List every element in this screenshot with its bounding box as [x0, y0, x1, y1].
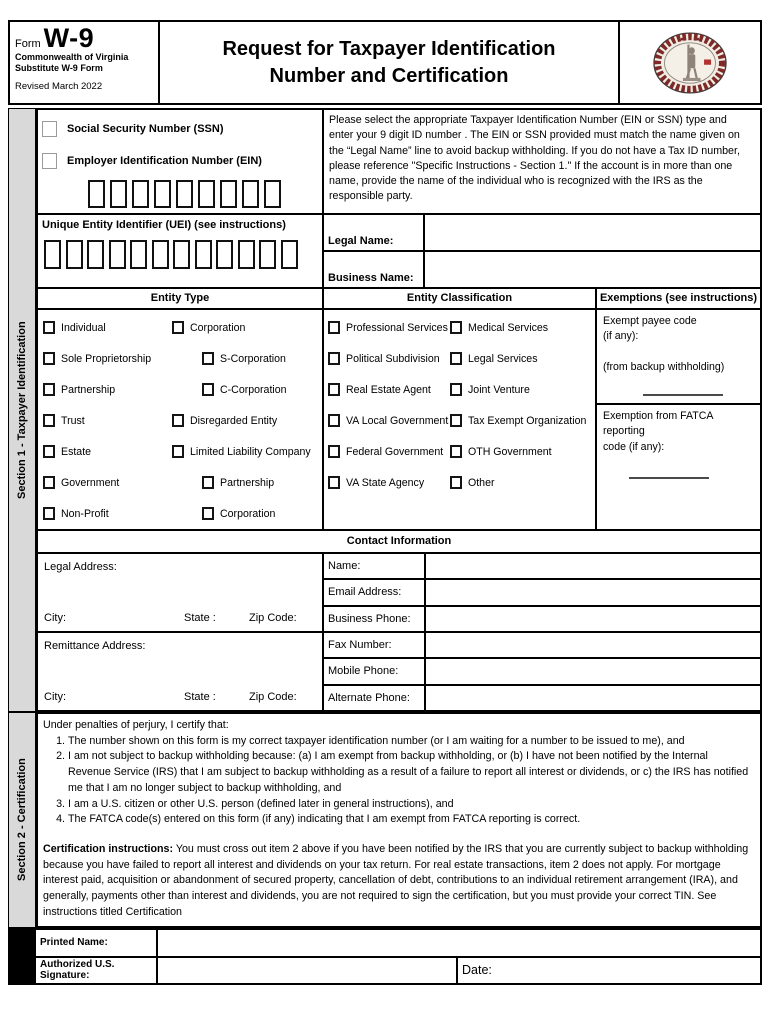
legal-name-row — [324, 215, 760, 252]
form-number: W-9 — [43, 23, 95, 53]
digit-box[interactable] — [264, 180, 281, 208]
checkbox-icon[interactable] — [328, 352, 340, 365]
org-line-2: Substitute W-9 Form — [15, 62, 103, 73]
checkbox-label: Legal Services — [468, 352, 538, 365]
section2-sidebar-label: Section 2 - Certification — [16, 758, 28, 882]
checkbox-icon[interactable] — [450, 352, 462, 365]
entity-type-right-list — [172, 312, 322, 529]
ein-checkbox[interactable] — [42, 153, 57, 169]
printed-name-row — [36, 930, 760, 958]
checkbox-icon[interactable] — [43, 445, 55, 458]
contact-row-value-field[interactable] — [426, 554, 760, 578]
digit-box[interactable] — [87, 240, 104, 269]
checkbox-icon[interactable] — [328, 383, 340, 396]
certification-instructions-text: You must cross out item 2 above if you have been notified by the IRS that you are currently subject to backup withholding because you have failed to report all interest and dividends on your tax return. For real estate transactions, item 2 does not apply. For mortgage interest paid, acquisition or abandonment of secured property, cancellation of debt, contributions to an individual retirement arrangement (IRA), and generally, payments other than interest and dividends, you are not required to sign the certification, but you must provide your correct TIN. See instructions titled Certification — [43, 843, 749, 918]
entity-classification-column — [324, 289, 597, 529]
contact-row-value-field[interactable] — [426, 659, 760, 683]
checkbox-option[interactable] — [328, 467, 450, 498]
signature-label: Authorized U.S. Signature: — [36, 958, 158, 984]
contact-row — [324, 633, 760, 659]
business-name-label: Business Name: — [324, 252, 425, 287]
digit-box[interactable] — [132, 180, 149, 208]
digit-box[interactable] — [173, 240, 190, 269]
exempt-payee-line-2: (if any): — [603, 330, 639, 343]
checkbox-icon[interactable] — [43, 414, 55, 427]
state-label: State : — [184, 612, 216, 624]
checkbox-label: OTH Government — [468, 445, 552, 458]
section2-sidebar — [8, 712, 36, 928]
checkbox-label: Disregarded Entity — [190, 414, 278, 427]
signature-block — [8, 928, 762, 985]
ssn-checkbox[interactable] — [42, 121, 57, 137]
checkbox-icon[interactable] — [202, 507, 214, 520]
checkbox-label: Non-Profit — [61, 507, 109, 520]
checkbox-option[interactable] — [450, 467, 595, 498]
checkbox-icon[interactable] — [43, 352, 55, 365]
entity-classification-header: Entity Classification — [324, 289, 595, 310]
checkbox-label: Sole Proprietorship — [61, 352, 152, 365]
section1-sidebar — [8, 108, 36, 712]
checkbox-option[interactable] — [172, 374, 322, 405]
fatca-block — [597, 405, 760, 529]
printed-name-label: Printed Name: — [36, 930, 158, 956]
checkbox-option[interactable] — [172, 436, 322, 467]
checkbox-option[interactable] — [328, 405, 450, 436]
certification-item: 1. The number shown on this form is my correct taxpayer identification number (or I am waiting for a number to be issued to me), and — [68, 734, 752, 750]
checkbox-label: Partnership — [61, 383, 116, 396]
checkbox-icon[interactable] — [450, 476, 462, 489]
business-name-field[interactable] — [425, 252, 760, 287]
uei-cell — [38, 215, 324, 287]
form-title — [160, 22, 620, 103]
checkbox-icon[interactable] — [328, 445, 340, 458]
contact-row-label: Mobile Phone: — [324, 659, 426, 683]
digit-box[interactable] — [152, 240, 169, 269]
checkbox-label: Other — [468, 476, 495, 489]
state-label: State : — [184, 691, 216, 703]
checkbox-option[interactable] — [172, 343, 322, 374]
checkbox-label: Limited Liability Company — [190, 445, 311, 458]
checkbox-label: Real Estate Agent — [346, 383, 431, 396]
checkbox-icon[interactable] — [172, 414, 184, 427]
checkbox-icon[interactable] — [172, 445, 184, 458]
checkbox-icon[interactable] — [43, 383, 55, 396]
ssn-label: Social Security Number (SSN) — [67, 122, 224, 135]
entity-classification-left-list — [324, 312, 450, 529]
checkbox-icon[interactable] — [43, 476, 55, 489]
exempt-payee-code-field[interactable] — [643, 394, 723, 396]
city-label: City: — [44, 691, 66, 703]
contact-fields-column — [324, 554, 760, 710]
checkbox-label: S-Corporation — [220, 352, 286, 365]
form-word: Form — [15, 38, 41, 50]
certification-intro: Under penalties of perjury, I certify that: — [43, 719, 229, 731]
contact-row-value-field[interactable] — [426, 607, 760, 631]
contact-row-label: Alternate Phone: — [324, 686, 426, 710]
exemptions-column — [597, 289, 760, 529]
certification-item: 2. I am not subject to backup withholding because: (a) I am exempt from backup withholding, or (b) I have not been notified by the Internal Revenue Service (IRS) that I am subject to backup withholding as a result of a failure to report all interest or dividends, or c) the IRS has notified me that I am no longer subject to backup withholding, and — [68, 749, 752, 796]
digit-box[interactable] — [88, 180, 105, 208]
virginia-seal-icon — [646, 27, 734, 99]
checkbox-label: Tax Exempt Organization — [468, 414, 587, 427]
entity-classification-right-list — [450, 312, 595, 529]
legal-name-label: Legal Name: — [324, 215, 425, 250]
checkbox-label: Joint Venture — [468, 383, 530, 396]
remittance-address-label: Remittance Address: — [44, 640, 146, 652]
checkbox-icon[interactable] — [172, 321, 184, 334]
contact-row — [324, 554, 760, 580]
digit-box[interactable] — [66, 240, 83, 269]
checkbox-option[interactable] — [450, 436, 595, 467]
digit-box[interactable] — [109, 240, 126, 269]
digit-box[interactable] — [198, 180, 215, 208]
checkbox-label: Corporation — [190, 321, 246, 334]
entity-type-left-list — [38, 312, 172, 529]
business-name-row — [324, 252, 760, 287]
form-title-line-1: Request for Taxpayer Identification — [222, 37, 556, 60]
contact-row — [324, 659, 760, 685]
checkbox-option[interactable] — [450, 405, 595, 436]
contact-row — [324, 686, 760, 710]
contact-row-value-field[interactable] — [426, 580, 760, 604]
checkbox-option[interactable] — [43, 374, 172, 405]
signature-side-bar — [10, 930, 36, 983]
digit-box[interactable] — [242, 180, 259, 208]
checkbox-label: VA State Agency — [346, 476, 425, 489]
contact-row — [324, 580, 760, 606]
checkbox-option[interactable] — [43, 436, 172, 467]
zip-label: Zip Code: — [249, 691, 297, 703]
certification-item: 3. I am a U.S. citizen or other U.S. person (defined later in general instructions), and — [68, 797, 752, 813]
remittance-address-cell[interactable] — [38, 633, 322, 710]
certification-instructions-label: Certification instructions: — [43, 843, 174, 856]
checkbox-option[interactable] — [328, 343, 450, 374]
digit-box[interactable] — [110, 180, 127, 208]
contact-row-value-field[interactable] — [426, 686, 760, 710]
uei-label: Unique Entity Identifier (UEI) (see instructions) — [42, 219, 286, 231]
remittance-address-city-line — [38, 691, 322, 705]
contact-information-section — [38, 531, 760, 710]
legal-name-field[interactable] — [425, 215, 760, 250]
certification-item: 4. The FATCA code(s) entered on this form (if any) indicating that I am exempt from FATCA reporting is correct. — [68, 812, 752, 828]
names-cell — [324, 215, 760, 287]
checkbox-icon[interactable] — [328, 321, 340, 334]
digit-box[interactable] — [154, 180, 171, 208]
checkbox-label: C-Corporation — [220, 383, 287, 396]
checkbox-option[interactable] — [43, 405, 172, 436]
checkbox-label: Trust — [61, 414, 85, 427]
checkbox-icon[interactable] — [43, 507, 55, 520]
exempt-payee-line-1: Exempt payee code — [603, 315, 697, 327]
entity-type-column — [38, 289, 324, 529]
checkbox-option[interactable] — [43, 343, 172, 374]
checkbox-icon[interactable] — [450, 414, 462, 427]
checkbox-option[interactable] — [450, 374, 595, 405]
entity-row — [38, 289, 760, 531]
checkbox-icon[interactable] — [450, 445, 462, 458]
contact-row-label: Email Address: — [324, 580, 426, 604]
tin-row — [38, 110, 760, 215]
form-title-line-2: Number and Certification — [269, 64, 509, 87]
checkbox-option[interactable] — [172, 467, 322, 498]
exempt-payee-line-3: (from backup withholding) — [603, 360, 725, 373]
checkbox-label: Estate — [61, 445, 92, 458]
tin-selection-cell — [38, 110, 324, 213]
contact-row-label: Name: — [324, 554, 426, 578]
date-cell[interactable] — [458, 958, 760, 984]
checkbox-option[interactable] — [450, 312, 595, 343]
checkbox-option[interactable] — [43, 467, 172, 498]
checkbox-label: Corporation — [220, 507, 276, 520]
checkbox-icon[interactable] — [43, 321, 55, 334]
section1-sidebar-label: Section 1 - Taxpayer Identification — [16, 321, 28, 499]
contact-row-label: Fax Number: — [324, 633, 426, 657]
entity-type-header: Entity Type — [38, 289, 322, 310]
checkbox-label: Professional Services — [346, 321, 448, 334]
digit-box[interactable] — [130, 240, 147, 269]
certification-instructions — [43, 842, 752, 921]
checkbox-label: Political Subdivision — [346, 352, 440, 365]
uei-digit-boxes — [44, 240, 318, 269]
checkbox-label: Federal Government — [346, 445, 444, 458]
digit-box[interactable] — [176, 180, 193, 208]
checkbox-icon[interactable] — [328, 414, 340, 427]
tin-digit-boxes — [88, 180, 322, 208]
contact-row — [324, 607, 760, 633]
checkbox-option[interactable] — [328, 436, 450, 467]
tin-instructions: Please select the appropriate Taxpayer Identification Number (EIN or SSN) type and enter your 9 digit ID number . The EIN or SSN provided must match the name given on the “Legal Name” line to avoid backup withholding. If you do not have a Tax ID number, please reference "Specific Instructions - Section 1." If the account is in more than one name, provide the name of the individual who is recognized with the IRS as the responsible party. — [329, 114, 740, 203]
form-header — [8, 20, 762, 105]
checkbox-icon[interactable] — [202, 383, 214, 396]
seal-box — [620, 22, 760, 103]
date-label: Date: — [462, 963, 492, 978]
checkbox-icon[interactable] — [202, 352, 214, 365]
revision-date: Revised March 2022 — [15, 81, 103, 93]
ein-label: Employer Identification Number (EIN) — [67, 154, 262, 167]
digit-box[interactable] — [238, 240, 255, 269]
digit-box[interactable] — [216, 240, 233, 269]
section2-body — [36, 712, 762, 928]
legal-address-label: Legal Address: — [44, 561, 117, 573]
signature-field[interactable] — [158, 958, 458, 984]
exempt-payee-block — [597, 310, 760, 405]
checkbox-icon[interactable] — [450, 383, 462, 396]
digit-box[interactable] — [220, 180, 237, 208]
checkbox-option[interactable] — [172, 405, 322, 436]
zip-label: Zip Code: — [249, 612, 297, 624]
uei-name-row — [38, 215, 760, 289]
exemptions-header: Exemptions (see instructions) — [597, 289, 760, 310]
contact-information-header: Contact Information — [38, 531, 760, 554]
city-label: City: — [44, 612, 66, 624]
fatca-code-field[interactable] — [629, 477, 709, 479]
contact-row-value-field[interactable] — [426, 633, 760, 657]
digit-box[interactable] — [281, 240, 298, 269]
fatca-line-2: code (if any): — [603, 440, 665, 453]
org-line-1: Commonwealth of Virginia — [15, 51, 129, 62]
checkbox-option[interactable] — [43, 498, 172, 529]
checkbox-label: Partnership — [220, 476, 275, 489]
checkbox-label: Government — [61, 476, 120, 489]
checkbox-icon[interactable] — [202, 476, 214, 489]
checkbox-icon[interactable] — [328, 476, 340, 489]
checkbox-option[interactable] — [43, 312, 172, 343]
digit-box[interactable] — [44, 240, 61, 269]
checkbox-label: VA Local Government — [346, 414, 449, 427]
contact-row-label: Business Phone: — [324, 607, 426, 631]
checkbox-option[interactable] — [172, 312, 322, 343]
legal-address-cell[interactable] — [38, 554, 322, 633]
section1-body — [36, 108, 762, 712]
address-column — [38, 554, 324, 710]
checkbox-label: Individual — [61, 321, 106, 334]
checkbox-option[interactable] — [172, 498, 322, 529]
checkbox-option[interactable] — [328, 374, 450, 405]
printed-name-field[interactable] — [158, 930, 760, 956]
checkbox-option[interactable] — [450, 343, 595, 374]
form-id-box — [10, 22, 160, 103]
checkbox-label: Medical Services — [468, 321, 549, 334]
fatca-line-1: Exemption from FATCA reporting — [603, 410, 713, 438]
checkbox-icon[interactable] — [450, 321, 462, 334]
checkbox-option[interactable] — [328, 312, 450, 343]
signature-row — [36, 958, 760, 984]
legal-address-city-line — [38, 612, 322, 626]
certification-list — [43, 734, 752, 828]
digit-box[interactable] — [195, 240, 212, 269]
digit-box[interactable] — [259, 240, 276, 269]
